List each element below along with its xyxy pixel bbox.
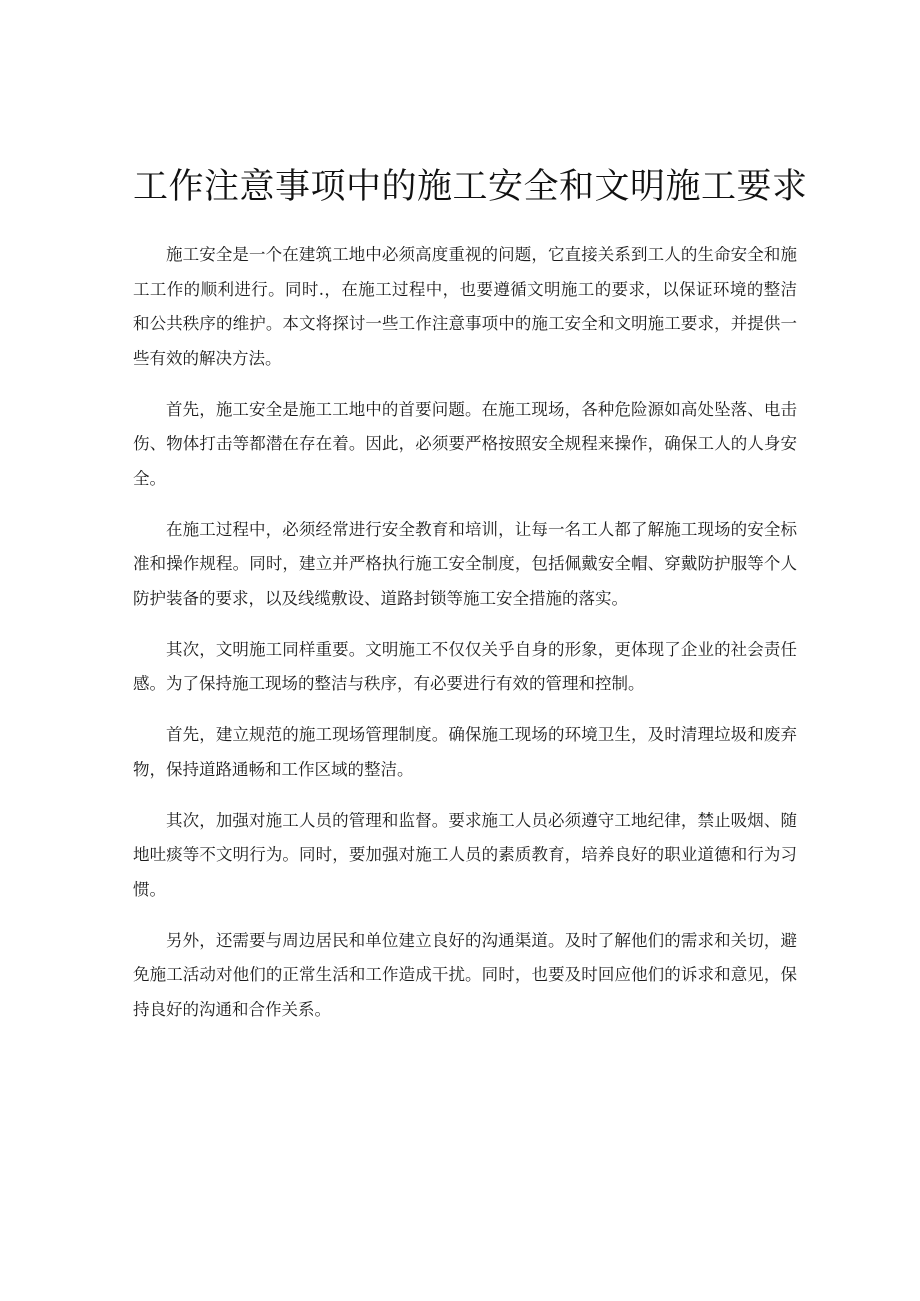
paragraph-safety-training: 在施工过程中，必须经常进行安全教育和培训，让每一名工人都了解施工现场的安全标准和操作规程。同时，建立并严格执行施工安全制度，包括佩戴安全帽、穿戴防护服等个人防护装备的要求，以及线缆敷设、道路封锁等施工安全措施的落实。 — [133, 519, 797, 608]
paragraph-worker-supervision: 其次，加强对施工人员的管理和监督。要求施工人员必须遵守工地纪律，禁止吸烟、随地吐痰等不文明行为。同时，要加强对施工人员的素质教育，培养良好的职业道德和行为习惯。 — [133, 810, 797, 899]
paragraph-community-communication: 另外，还需要与周边居民和单位建立良好的沟通渠道。及时了解他们的需求和关切，避免施工活动对他们的正常生活和工作造成干扰。同时，也要及时回应他们的诉求和意见，保持良好的沟通和合作关系。 — [133, 930, 797, 1019]
document-title: 工作注意事项中的施工安全和文明施工要求 — [133, 167, 808, 207]
document-body — [133, 238, 797, 1044]
paragraph-civilized-construction: 其次，文明施工同样重要。文明施工不仅仅关乎自身的形象，更体现了企业的社会责任感。为了保持施工现场的整洁与秩序，有必要进行有效的管理和控制。 — [133, 639, 797, 693]
paragraph-intro: 施工安全是一个在建筑工地中必须高度重视的问题，它直接关系到工人的生命安全和施工工作的顺利进行。同时.，在施工过程中，也要遵循文明施工的要求，以保证环境的整洁和公共秩序的维护。本文将探讨一些工作注意事项中的施工安全和文明施工要求，并提供一些有效的解决方法。 — [133, 245, 797, 368]
paragraph-site-management: 首先，建立规范的施工现场管理制度。确保施工现场的环境卫生，及时清理垃圾和废弃物，保持道路通畅和工作区域的整洁。 — [133, 725, 797, 779]
paragraph-safety-priority: 首先，施工安全是施工工地中的首要问题。在施工现场，各种危险源如高处坠落、电击伤、物体打击等都潜在存在着。因此，必须要严格按照安全规程来操作，确保工人的人身安全。 — [133, 399, 797, 488]
